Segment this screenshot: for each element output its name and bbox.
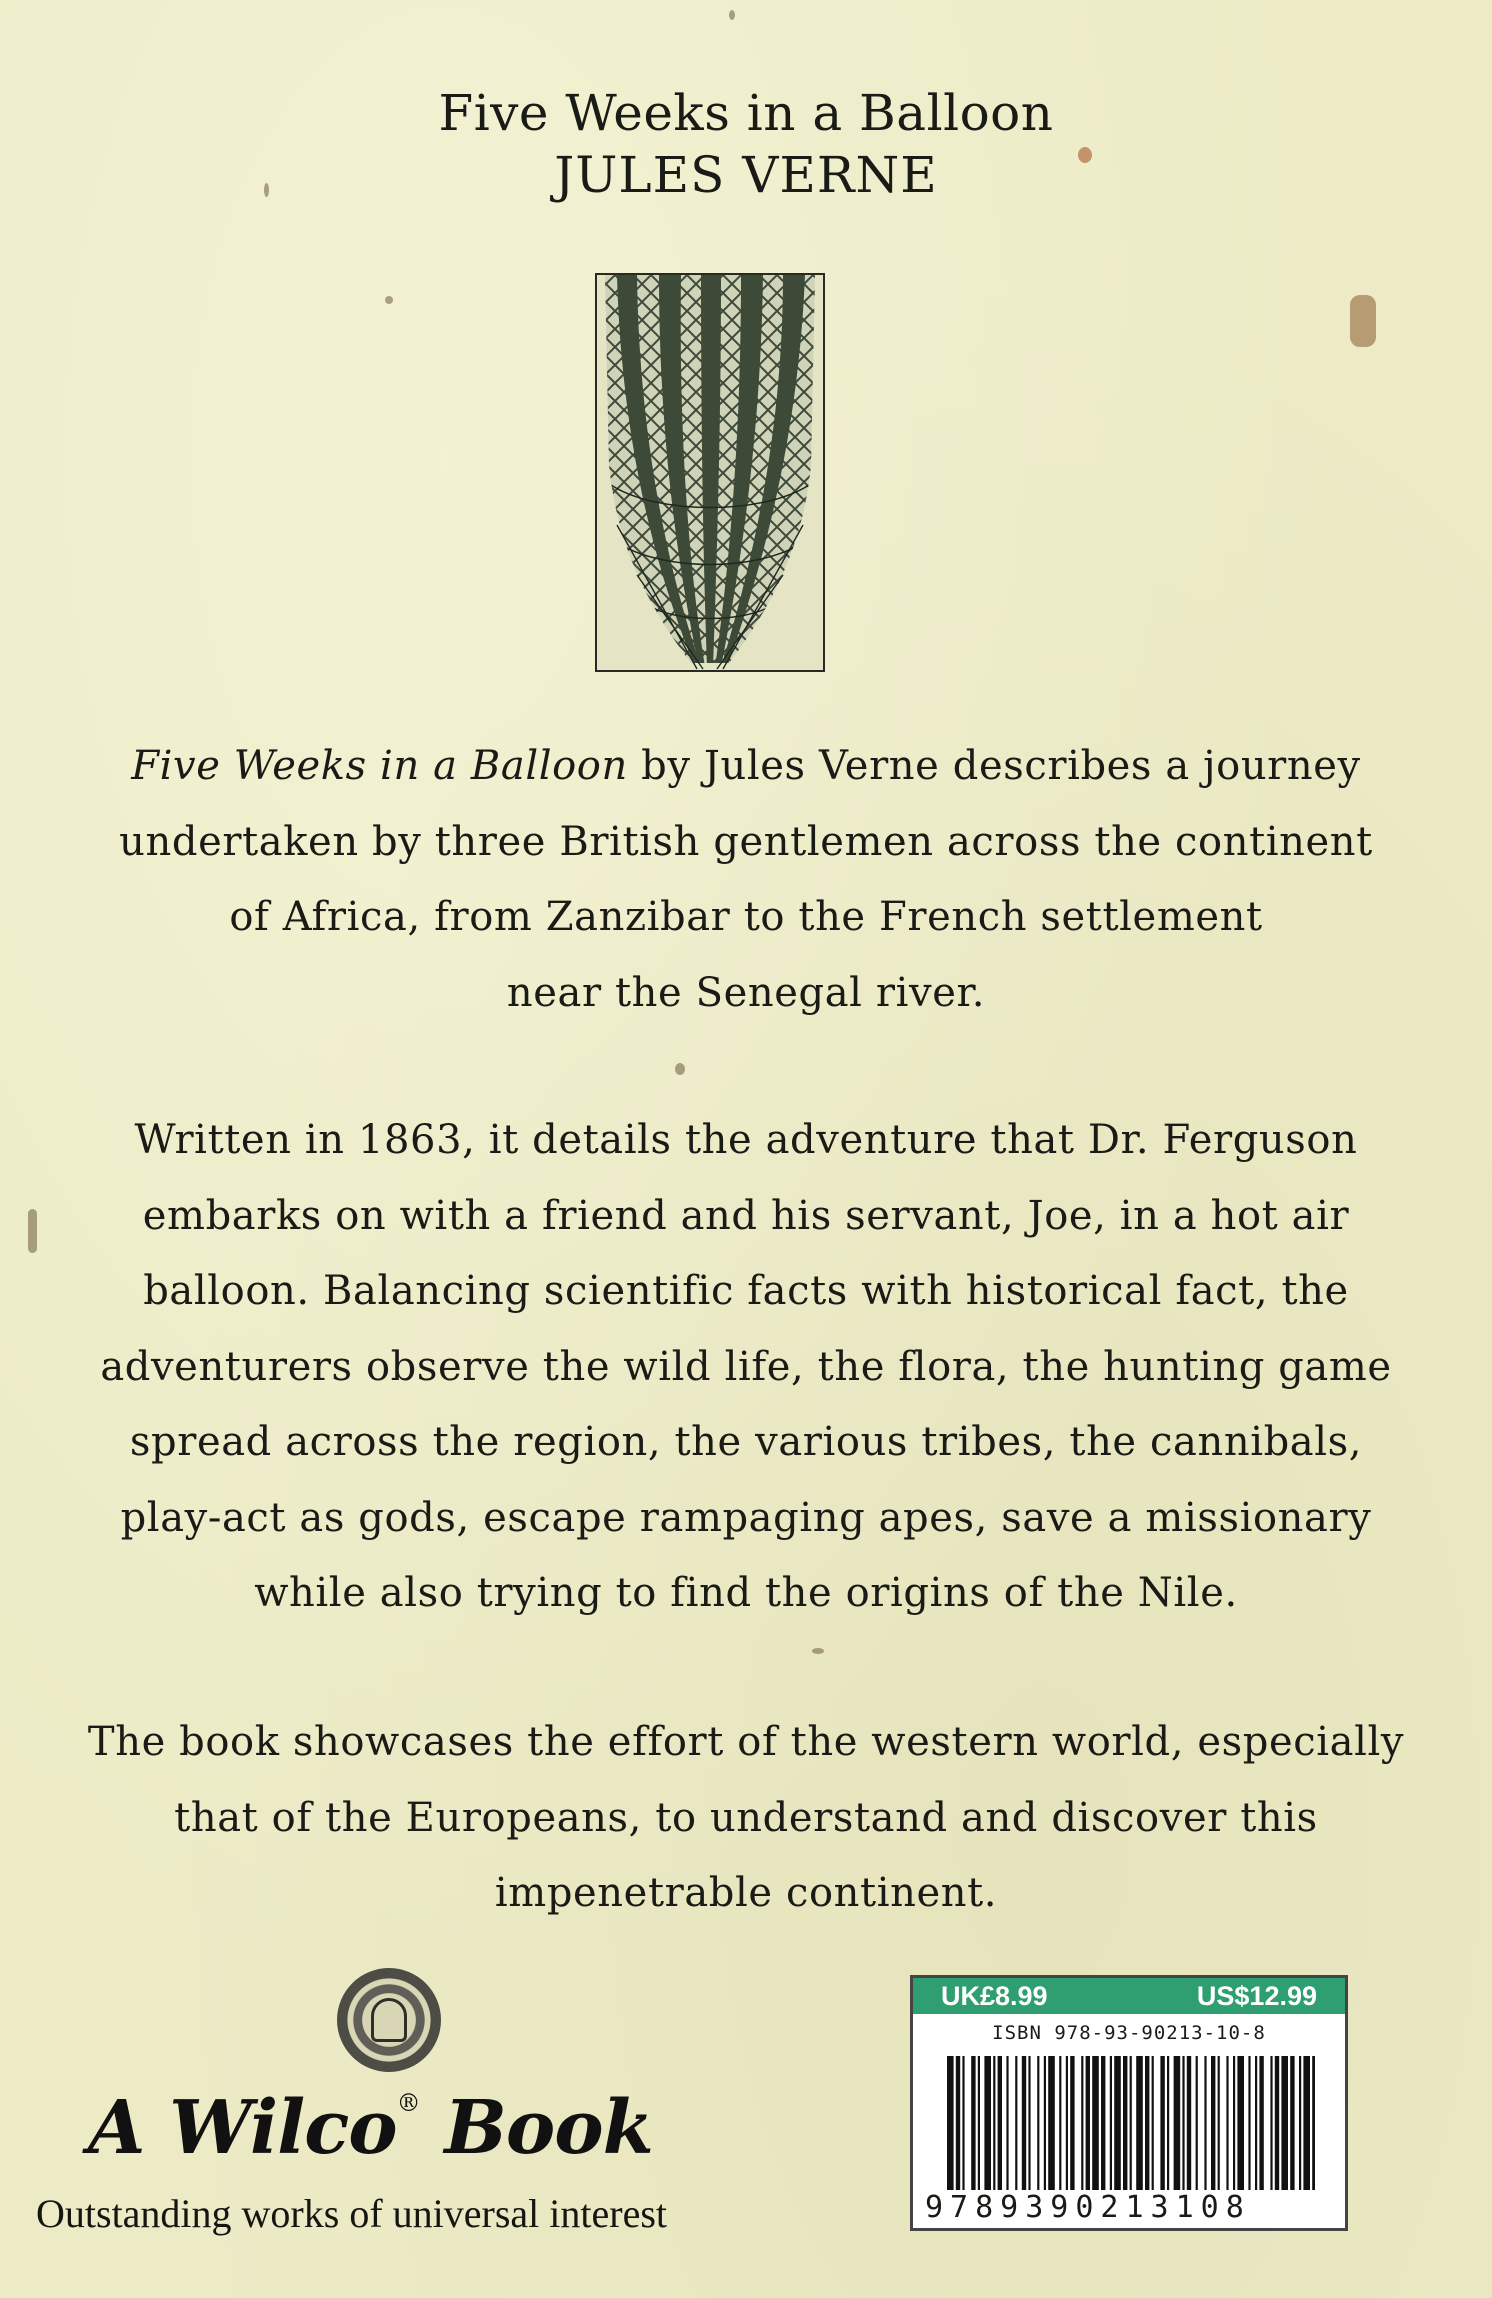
price-bar [913,1978,1345,2014]
barcode-bar [1187,2056,1191,2196]
barcode-bar [1174,2056,1181,2196]
description-line: while also trying to find the origins of the Nile. [254,1570,1238,1616]
description-line: play-act as gods, escape rampaging apes, save a missionary [120,1494,1372,1541]
barcode-bar [1259,2056,1263,2196]
barcode-bar [1255,2056,1257,2196]
description-paragraph-2 [30,1103,1462,1632]
paper-speck [385,296,393,304]
barcode-bar [947,2056,954,2196]
barcode-bar [1275,2056,1279,2196]
publisher-tagline: Outstanding works of universal interest [36,2191,667,2236]
barcode-bar [1081,2056,1083,2196]
barcode-bar [962,2056,964,2196]
barcode-bar [1196,2056,1198,2196]
description-paragraph-1 [30,729,1462,1031]
barcode-bar [1044,2056,1046,2196]
barcode-bar [1152,2056,1154,2196]
book-title: Five Weeks in a Balloon [438,84,1054,142]
barcode-bar [1070,2056,1074,2196]
barcode-bar [1167,2056,1169,2196]
description-paragraph-3 [30,1705,1462,1932]
barcode-bar [1136,2056,1143,2196]
publisher-brand [88,2085,653,2171]
paper-speck [729,10,735,20]
barcode-bar [1015,2056,1017,2196]
description-line: balloon. Balancing scientific facts with historical fact, the [143,1268,1349,1314]
barcode-bar [1048,2056,1055,2196]
barcode-bar [1248,2056,1250,2196]
barcode-bar [1211,2056,1215,2196]
barcode-bar [971,2056,975,2196]
balloon-illustration [595,273,825,672]
description-line [30,729,1462,805]
barcode-bar [993,2056,995,2196]
barcode-bar [1312,2056,1315,2196]
description-line: adventurers observe the wild life, the flora, the hunting game [100,1343,1392,1390]
description-line: of Africa, from Zanzibar to the French settlement [229,894,1263,940]
isbn-label: ISBN 978-93-90213-10-8 [992,2022,1266,2044]
barcode-bar [1092,2056,1099,2196]
barcode-bar [1130,2056,1132,2196]
barcode-bar [1303,2056,1310,2196]
barcode-bar [1123,2056,1127,2196]
barcode-bar [998,2056,1002,2196]
description-line: The book showcases the effort of the western world, especially [87,1719,1405,1765]
price-us: US$12.99 [1196,1980,1317,2011]
paper-speck [812,1648,824,1654]
barcode-bar [1145,2056,1149,2196]
description-line: that of the Europeans, to understand and discover this [174,1794,1318,1841]
hot-air-balloon-icon [597,275,823,670]
barcode-bar [1299,2056,1301,2196]
barcode-bar [1270,2056,1272,2196]
barcode-bar [1182,2056,1184,2196]
barcode-bar [1114,2056,1121,2196]
barcode-bar [1110,2056,1112,2196]
barcode-icon [947,2056,1315,2196]
barcode-bar [1037,2056,1039,2196]
barcode-bar [1006,2056,1008,2196]
title-block [0,82,1492,206]
barcode-bar [1086,2056,1090,2196]
publisher-seal-icon [337,1968,441,2072]
barcode-bar [1233,2056,1235,2196]
italic-book-title: Five Weeks in a Balloon [131,743,628,789]
barcode-bar [1281,2056,1288,2196]
paper-speck [1350,295,1376,347]
publisher-brand-name: A Wilco [88,2085,397,2171]
barcode-bar [1237,2056,1244,2196]
barcode-bar [956,2056,960,2196]
publisher-brand-suffix: Book [419,2085,653,2171]
barcode-bar [1059,2056,1061,2196]
barcode-bar [1218,2056,1220,2196]
barcode-digits: 9789390213108 [921,2190,1345,2225]
barcode-bar [1226,2056,1228,2196]
barcode-bar [1290,2056,1294,2196]
barcode-bar [1160,2056,1164,2196]
registered-mark: ® [396,2089,420,2117]
barcode-bar [1101,2056,1105,2196]
price-uk: UK£8.99 [941,1980,1048,2011]
paper-speck [675,1063,685,1075]
seal-emblem-icon [371,1998,407,2042]
description-line: near the Senegal river. [506,969,986,1016]
barcode-bar [1066,2056,1068,2196]
barcode-bar [978,2056,980,2196]
description-line: Written in 1863, it details the adventure that Dr. Ferguson [134,1117,1358,1163]
description-line: undertaken by three British gentlemen across the continent [119,818,1373,865]
description-line: spread across the region, the various tribes, the cannibals, [129,1419,1363,1465]
barcode-bar [1204,2056,1206,2196]
barcode-box [910,1975,1348,2231]
description-line: embarks on with a friend and his servant, Joe, in a hot air [142,1192,1350,1239]
barcode-bar [1022,2056,1026,2196]
description-line: impenetrable continent. [494,1870,998,1916]
barcode-bar [984,2056,991,2196]
barcode-bar [1028,2056,1030,2196]
book-author: JULES VERNE [554,146,938,204]
description-text: by Jules Verne describes a journey [627,743,1361,789]
